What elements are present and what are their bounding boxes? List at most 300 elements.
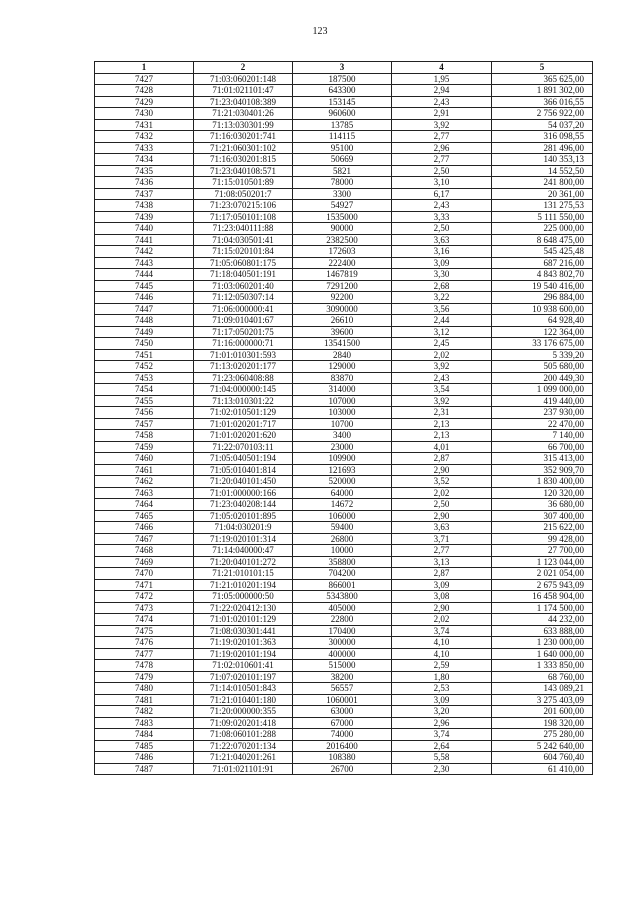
area-cell: 106000 [293, 510, 392, 522]
value-cell: 20 361,00 [492, 188, 593, 200]
rate-cell: 2,50 [392, 165, 492, 177]
value-cell: 7 140,00 [492, 430, 593, 442]
value-cell: 54 037,20 [492, 119, 593, 131]
rate-cell: 3,92 [392, 119, 492, 131]
row-number-cell: 7459 [95, 441, 194, 453]
area-cell: 170400 [293, 625, 392, 637]
rate-cell: 2,43 [392, 96, 492, 108]
cadastral-number-cell: 71:20:040101:450 [194, 476, 293, 488]
rate-cell: 2,50 [392, 223, 492, 235]
table-row [95, 729, 593, 741]
value-cell: 215 622,00 [492, 522, 593, 534]
area-cell: 2840 [293, 349, 392, 361]
rate-cell: 3,63 [392, 522, 492, 534]
table-row [95, 717, 593, 729]
value-cell: 3 275 403,09 [492, 694, 593, 706]
area-cell: 2016400 [293, 740, 392, 752]
rate-cell: 2,02 [392, 487, 492, 499]
row-number-cell: 7438 [95, 200, 194, 212]
row-number-cell: 7435 [95, 165, 194, 177]
row-number-cell: 7465 [95, 510, 194, 522]
value-cell: 2 021 054,00 [492, 568, 593, 580]
row-number-cell: 7444 [95, 269, 194, 281]
cadastral-number-cell: 71:13:010301:22 [194, 395, 293, 407]
area-cell: 14672 [293, 499, 392, 511]
value-cell: 633 888,00 [492, 625, 593, 637]
value-cell: 296 884,00 [492, 292, 593, 304]
rate-cell: 2,90 [392, 464, 492, 476]
value-cell: 1 099 000,00 [492, 384, 593, 396]
row-number-cell: 7449 [95, 326, 194, 338]
rate-cell: 3,30 [392, 269, 492, 281]
cadastral-number-cell: 71:19:020101:363 [194, 637, 293, 649]
cadastral-number-cell: 71:05:020101:895 [194, 510, 293, 522]
area-cell: 960600 [293, 108, 392, 120]
row-number-cell: 7430 [95, 108, 194, 120]
area-cell: 172603 [293, 246, 392, 258]
cadastral-number-cell: 71:23:060408:88 [194, 372, 293, 384]
value-cell: 505 680,00 [492, 361, 593, 373]
cadastral-number-cell: 71:23:040108:389 [194, 96, 293, 108]
value-cell: 1 830 400,00 [492, 476, 593, 488]
rate-cell: 3,20 [392, 706, 492, 718]
area-cell: 78000 [293, 177, 392, 189]
value-cell: 5 339,20 [492, 349, 593, 361]
table-row [95, 384, 593, 396]
rate-cell: 3,54 [392, 384, 492, 396]
row-number-cell: 7455 [95, 395, 194, 407]
row-number-cell: 7454 [95, 384, 194, 396]
rate-cell: 2,13 [392, 430, 492, 442]
rate-cell: 2,02 [392, 349, 492, 361]
row-number-cell: 7470 [95, 568, 194, 580]
row-number-cell: 7486 [95, 752, 194, 764]
value-cell: 44 232,00 [492, 614, 593, 626]
row-number-cell: 7432 [95, 131, 194, 143]
area-cell: 5343800 [293, 591, 392, 603]
table-row [95, 694, 593, 706]
area-cell: 1467819 [293, 269, 392, 281]
area-cell: 7291200 [293, 280, 392, 292]
value-cell: 237 930,00 [492, 407, 593, 419]
cadastral-number-cell: 71:05:010401:814 [194, 464, 293, 476]
value-cell: 307 400,00 [492, 510, 593, 522]
row-number-cell: 7484 [95, 729, 194, 741]
rate-cell: 1,80 [392, 671, 492, 683]
table-row [95, 602, 593, 614]
cadastral-number-cell: 71:14:040000:47 [194, 545, 293, 557]
table-row [95, 142, 593, 154]
value-cell: 68 760,00 [492, 671, 593, 683]
cadastral-number-cell: 71:21:060301:102 [194, 142, 293, 154]
cadastral-number-cell: 71:16:030201:815 [194, 154, 293, 166]
area-cell: 67000 [293, 717, 392, 729]
rate-cell: 2,87 [392, 453, 492, 465]
area-cell: 56557 [293, 683, 392, 695]
cadastral-number-cell: 71:01:000000:166 [194, 487, 293, 499]
cadastral-number-cell: 71:23:040108:571 [194, 165, 293, 177]
rate-cell: 2,68 [392, 280, 492, 292]
row-number-cell: 7472 [95, 591, 194, 603]
cadastral-number-cell: 71:23:040111:88 [194, 223, 293, 235]
row-number-cell: 7429 [95, 96, 194, 108]
rate-cell: 4,01 [392, 441, 492, 453]
value-cell: 122 364,00 [492, 326, 593, 338]
value-cell: 14 552,50 [492, 165, 593, 177]
row-number-cell: 7485 [95, 740, 194, 752]
cadastral-number-cell: 71:01:021101:47 [194, 85, 293, 97]
table-row [95, 763, 593, 775]
cadastral-number-cell: 71:16:030201:741 [194, 131, 293, 143]
cadastral-number-cell: 71:01:020201:620 [194, 430, 293, 442]
row-number-cell: 7452 [95, 361, 194, 373]
area-cell: 92200 [293, 292, 392, 304]
row-number-cell: 7451 [95, 349, 194, 361]
area-cell: 63000 [293, 706, 392, 718]
value-cell: 5 242 640,00 [492, 740, 593, 752]
area-cell: 153145 [293, 96, 392, 108]
cadastral-value-table [94, 61, 593, 775]
area-cell: 64000 [293, 487, 392, 499]
area-cell: 314000 [293, 384, 392, 396]
row-number-cell: 7475 [95, 625, 194, 637]
area-cell: 643300 [293, 85, 392, 97]
table-row [95, 372, 593, 384]
area-cell: 222400 [293, 257, 392, 269]
row-number-cell: 7433 [95, 142, 194, 154]
cadastral-number-cell: 71:15:010501:89 [194, 177, 293, 189]
table-row [95, 119, 593, 131]
table-row [95, 257, 593, 269]
row-number-cell: 7453 [95, 372, 194, 384]
rate-cell: 3,09 [392, 694, 492, 706]
table-row [95, 591, 593, 603]
rate-cell: 2,59 [392, 660, 492, 672]
area-cell: 107000 [293, 395, 392, 407]
table-row [95, 614, 593, 626]
rate-cell: 2,64 [392, 740, 492, 752]
value-cell: 687 216,00 [492, 257, 593, 269]
rate-cell: 2,77 [392, 545, 492, 557]
cadastral-number-cell: 71:02:010601:41 [194, 660, 293, 672]
rate-cell: 3,33 [392, 211, 492, 223]
row-number-cell: 7481 [95, 694, 194, 706]
table-row [95, 165, 593, 177]
value-cell: 2 756 922,00 [492, 108, 593, 120]
rate-cell: 2,31 [392, 407, 492, 419]
cadastral-number-cell: 71:17:050101:108 [194, 211, 293, 223]
rate-cell: 3,71 [392, 533, 492, 545]
row-number-cell: 7469 [95, 556, 194, 568]
row-number-cell: 7474 [95, 614, 194, 626]
table-row [95, 556, 593, 568]
cadastral-number-cell: 71:05:040501:194 [194, 453, 293, 465]
cadastral-number-cell: 71:08:060101:288 [194, 729, 293, 741]
area-cell: 26610 [293, 315, 392, 327]
table-row [95, 326, 593, 338]
area-cell: 13785 [293, 119, 392, 131]
cadastral-number-cell: 71:01:021101:91 [194, 763, 293, 775]
value-cell: 27 700,00 [492, 545, 593, 557]
column-header-5: 5 [492, 62, 593, 74]
value-cell: 1 230 000,00 [492, 637, 593, 649]
table-row [95, 545, 593, 557]
rate-cell: 3,92 [392, 395, 492, 407]
area-cell: 3300 [293, 188, 392, 200]
row-number-cell: 7479 [95, 671, 194, 683]
cadastral-number-cell: 71:13:020201:177 [194, 361, 293, 373]
value-cell: 22 470,00 [492, 418, 593, 430]
value-cell: 241 800,00 [492, 177, 593, 189]
row-number-cell: 7434 [95, 154, 194, 166]
row-number-cell: 7436 [95, 177, 194, 189]
value-cell: 61 410,00 [492, 763, 593, 775]
value-cell: 275 280,00 [492, 729, 593, 741]
table-header-row [95, 62, 593, 74]
row-number-cell: 7447 [95, 303, 194, 315]
value-cell: 352 909,70 [492, 464, 593, 476]
rate-cell: 3,63 [392, 234, 492, 246]
area-cell: 10000 [293, 545, 392, 557]
column-header-3: 3 [293, 62, 392, 74]
table-row [95, 177, 593, 189]
cadastral-number-cell: 71:05:060801:175 [194, 257, 293, 269]
area-cell: 1060001 [293, 694, 392, 706]
area-cell: 358800 [293, 556, 392, 568]
row-number-cell: 7476 [95, 637, 194, 649]
value-cell: 281 496,00 [492, 142, 593, 154]
area-cell: 108380 [293, 752, 392, 764]
area-cell: 83870 [293, 372, 392, 384]
row-number-cell: 7457 [95, 418, 194, 430]
column-header-2: 2 [194, 62, 293, 74]
rate-cell: 3,74 [392, 625, 492, 637]
value-cell: 5 111 550,00 [492, 211, 593, 223]
value-cell: 315 413,00 [492, 453, 593, 465]
value-cell: 10 938 600,00 [492, 303, 593, 315]
table-row [95, 683, 593, 695]
table-row [95, 418, 593, 430]
row-number-cell: 7441 [95, 234, 194, 246]
row-number-cell: 7482 [95, 706, 194, 718]
table-row [95, 338, 593, 350]
rate-cell: 3,74 [392, 729, 492, 741]
table-row [95, 625, 593, 637]
rate-cell: 2,43 [392, 372, 492, 384]
table-row [95, 211, 593, 223]
rate-cell: 2,13 [392, 418, 492, 430]
rate-cell: 2,30 [392, 763, 492, 775]
table-row [95, 234, 593, 246]
table-row [95, 533, 593, 545]
rate-cell: 2,94 [392, 85, 492, 97]
rate-cell: 2,87 [392, 568, 492, 580]
cadastral-number-cell: 71:21:010101:15 [194, 568, 293, 580]
rate-cell: 3,52 [392, 476, 492, 488]
cadastral-number-cell: 71:21:010201:194 [194, 579, 293, 591]
table-row [95, 154, 593, 166]
cadastral-number-cell: 71:06:000000:41 [194, 303, 293, 315]
table-row [95, 522, 593, 534]
area-cell: 3090000 [293, 303, 392, 315]
table-row [95, 671, 593, 683]
table-row [95, 476, 593, 488]
value-cell: 2 675 943,09 [492, 579, 593, 591]
cadastral-number-cell: 71:07:020101:197 [194, 671, 293, 683]
cadastral-number-cell: 71:01:020201:717 [194, 418, 293, 430]
area-cell: 129000 [293, 361, 392, 373]
cadastral-number-cell: 71:20:000000:355 [194, 706, 293, 718]
cadastral-number-cell: 71:15:020101:84 [194, 246, 293, 258]
table-body [95, 73, 593, 775]
value-cell: 99 428,00 [492, 533, 593, 545]
table-row [95, 740, 593, 752]
area-cell: 23000 [293, 441, 392, 453]
value-cell: 604 760,40 [492, 752, 593, 764]
table-row [95, 108, 593, 120]
area-cell: 1535000 [293, 211, 392, 223]
table-row [95, 349, 593, 361]
row-number-cell: 7480 [95, 683, 194, 695]
value-cell: 1 123 044,00 [492, 556, 593, 568]
cadastral-number-cell: 71:01:010301:593 [194, 349, 293, 361]
value-cell: 33 176 675,00 [492, 338, 593, 350]
value-cell: 365 625,00 [492, 73, 593, 85]
column-header-4: 4 [392, 62, 492, 74]
area-cell: 704200 [293, 568, 392, 580]
value-cell: 140 353,13 [492, 154, 593, 166]
rate-cell: 3,56 [392, 303, 492, 315]
table-row [95, 648, 593, 660]
rate-cell: 1,95 [392, 73, 492, 85]
cadastral-number-cell: 71:17:050201:75 [194, 326, 293, 338]
area-cell: 38200 [293, 671, 392, 683]
rate-cell: 2,44 [392, 315, 492, 327]
table-row [95, 441, 593, 453]
table-row [95, 453, 593, 465]
value-cell: 1 333 850,00 [492, 660, 593, 672]
value-cell: 131 275,53 [492, 200, 593, 212]
cadastral-number-cell: 71:08:050201:7 [194, 188, 293, 200]
rate-cell: 3,09 [392, 579, 492, 591]
row-number-cell: 7456 [95, 407, 194, 419]
row-number-cell: 7448 [95, 315, 194, 327]
row-number-cell: 7477 [95, 648, 194, 660]
cadastral-number-cell: 71:08:030301:441 [194, 625, 293, 637]
table-row [95, 280, 593, 292]
area-cell: 300000 [293, 637, 392, 649]
cadastral-number-cell: 71:05:000000:50 [194, 591, 293, 603]
table-row [95, 568, 593, 580]
row-number-cell: 7487 [95, 763, 194, 775]
table-row [95, 315, 593, 327]
table-row [95, 706, 593, 718]
rate-cell: 4,10 [392, 648, 492, 660]
area-cell: 866001 [293, 579, 392, 591]
area-cell: 26800 [293, 533, 392, 545]
rate-cell: 2,90 [392, 602, 492, 614]
table-row [95, 660, 593, 672]
table-row [95, 269, 593, 281]
area-cell: 103000 [293, 407, 392, 419]
row-number-cell: 7471 [95, 579, 194, 591]
cadastral-number-cell: 71:19:020101:314 [194, 533, 293, 545]
table-row [95, 223, 593, 235]
row-number-cell: 7442 [95, 246, 194, 258]
rate-cell: 2,77 [392, 131, 492, 143]
cadastral-number-cell: 71:22:070103:11 [194, 441, 293, 453]
area-cell: 10700 [293, 418, 392, 430]
area-cell: 5821 [293, 165, 392, 177]
rate-cell: 2,96 [392, 717, 492, 729]
table-row [95, 464, 593, 476]
value-cell: 66 700,00 [492, 441, 593, 453]
area-cell: 109900 [293, 453, 392, 465]
cadastral-number-cell: 71:22:020412:130 [194, 602, 293, 614]
rate-cell: 2,50 [392, 499, 492, 511]
row-number-cell: 7478 [95, 660, 194, 672]
rate-cell: 3,13 [392, 556, 492, 568]
value-cell: 545 425,48 [492, 246, 593, 258]
row-number-cell: 7450 [95, 338, 194, 350]
table-row [95, 246, 593, 258]
value-cell: 201 600,00 [492, 706, 593, 718]
row-number-cell: 7462 [95, 476, 194, 488]
table-row [95, 131, 593, 143]
cadastral-number-cell: 71:02:010501:129 [194, 407, 293, 419]
table-row [95, 200, 593, 212]
area-cell: 59400 [293, 522, 392, 534]
table-row [95, 188, 593, 200]
row-number-cell: 7427 [95, 73, 194, 85]
area-cell: 90000 [293, 223, 392, 235]
rate-cell: 2,53 [392, 683, 492, 695]
value-cell: 36 680,00 [492, 499, 593, 511]
value-cell: 16 458 904,00 [492, 591, 593, 603]
rate-cell: 3,92 [392, 361, 492, 373]
rate-cell: 2,43 [392, 200, 492, 212]
area-cell: 114115 [293, 131, 392, 143]
cadastral-number-cell: 71:09:010401:67 [194, 315, 293, 327]
area-cell: 2382500 [293, 234, 392, 246]
row-number-cell: 7460 [95, 453, 194, 465]
column-header-1: 1 [95, 62, 194, 74]
value-cell: 225 000,00 [492, 223, 593, 235]
value-cell: 198 320,00 [492, 717, 593, 729]
area-cell: 121693 [293, 464, 392, 476]
row-number-cell: 7440 [95, 223, 194, 235]
value-cell: 419 440,00 [492, 395, 593, 407]
row-number-cell: 7428 [95, 85, 194, 97]
value-cell: 143 089,21 [492, 683, 593, 695]
rate-cell: 2,77 [392, 154, 492, 166]
area-cell: 405000 [293, 602, 392, 614]
area-cell: 515000 [293, 660, 392, 672]
cadastral-number-cell: 71:12:050307:14 [194, 292, 293, 304]
table-row [95, 85, 593, 97]
area-cell: 50669 [293, 154, 392, 166]
row-number-cell: 7467 [95, 533, 194, 545]
table-row [95, 73, 593, 85]
table-row [95, 579, 593, 591]
cadastral-number-cell: 71:20:040101:272 [194, 556, 293, 568]
cadastral-number-cell: 71:13:030301:99 [194, 119, 293, 131]
table-row [95, 499, 593, 511]
value-cell: 19 540 416,00 [492, 280, 593, 292]
row-number-cell: 7473 [95, 602, 194, 614]
area-cell: 39600 [293, 326, 392, 338]
row-number-cell: 7483 [95, 717, 194, 729]
